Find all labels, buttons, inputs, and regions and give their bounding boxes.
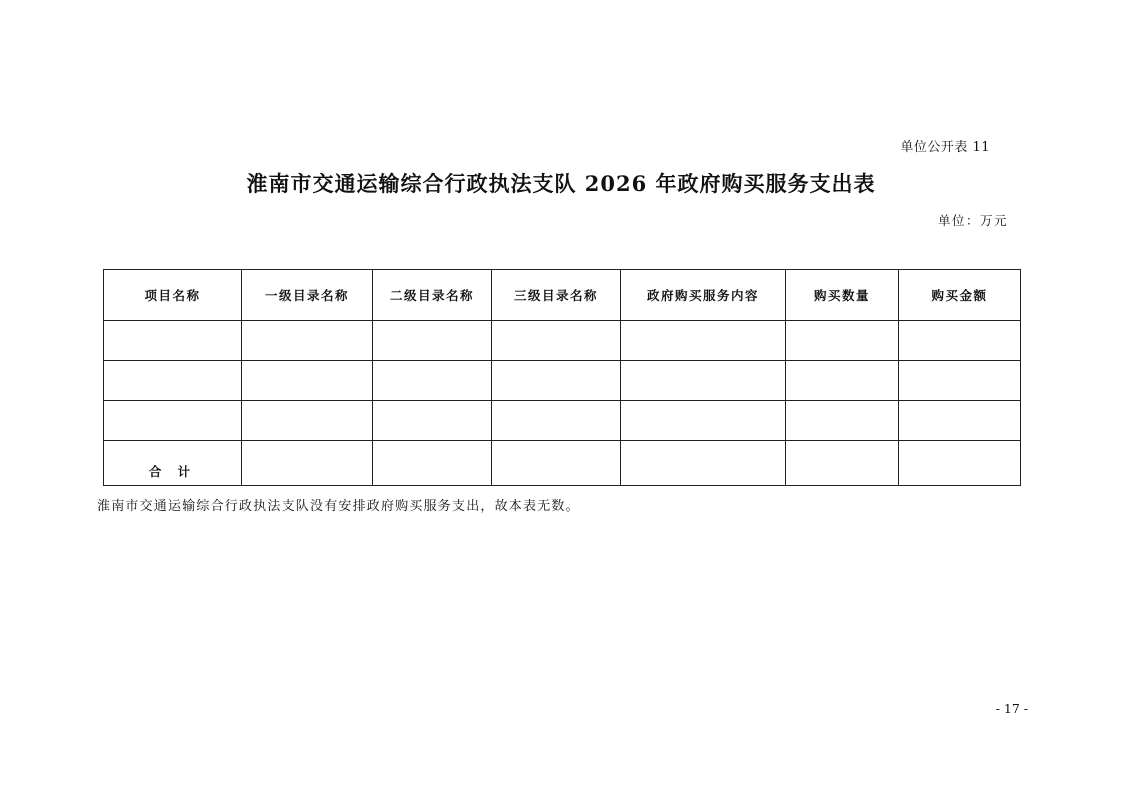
table-cell: [373, 361, 492, 401]
table-cell: [492, 361, 621, 401]
table-cell: [242, 321, 373, 361]
header-quantity: 购买数量: [786, 270, 899, 321]
table-cell: [621, 361, 786, 401]
table-cell: [899, 321, 1021, 361]
table-cell: [492, 401, 621, 441]
table-row: [104, 321, 1021, 361]
table-cell: [786, 401, 899, 441]
page-number: - 17 -: [995, 701, 1028, 716]
table-cell: [373, 441, 492, 486]
header-amount: 购买金额: [899, 270, 1021, 321]
table-cell: [373, 321, 492, 361]
table-cell: [492, 321, 621, 361]
table-cell: [242, 441, 373, 486]
table-cell: [899, 441, 1021, 486]
table-cell: [621, 401, 786, 441]
table-cell: [104, 321, 242, 361]
total-label: 合 计: [104, 441, 242, 486]
table-row: [104, 361, 1021, 401]
table-cell: [242, 361, 373, 401]
table-cell: [621, 321, 786, 361]
table-total-row: [104, 441, 1021, 486]
table-cell: [373, 401, 492, 441]
unit-label: 单位：万元: [937, 213, 1008, 228]
header-project-name: 项目名称: [104, 270, 242, 321]
table-header-row: [104, 270, 1021, 321]
table-cell: [104, 361, 242, 401]
table-cell: [899, 401, 1021, 441]
header-level3-category: 三级目录名称: [492, 270, 621, 321]
expenditure-table: [103, 269, 1021, 486]
form-number: 单位公开表 11: [900, 140, 990, 155]
table-cell: [786, 361, 899, 401]
header-level2-category: 二级目录名称: [373, 270, 492, 321]
table-cell: [786, 321, 899, 361]
table-row: [104, 401, 1021, 441]
table-cell: [786, 441, 899, 486]
table-note: 淮南市交通运输综合行政执法支队没有安排政府购买服务支出，故本表无数。: [97, 499, 580, 514]
page-title: 淮南市交通运输综合行政执法支队 2026 年政府购买服务支出表: [246, 171, 876, 196]
table-cell: [104, 401, 242, 441]
header-service-content: 政府购买服务内容: [621, 270, 786, 321]
table-cell: [242, 401, 373, 441]
table-cell: [899, 361, 1021, 401]
header-level1-category: 一级目录名称: [242, 270, 373, 321]
table-cell: [492, 441, 621, 486]
table-cell: [621, 441, 786, 486]
